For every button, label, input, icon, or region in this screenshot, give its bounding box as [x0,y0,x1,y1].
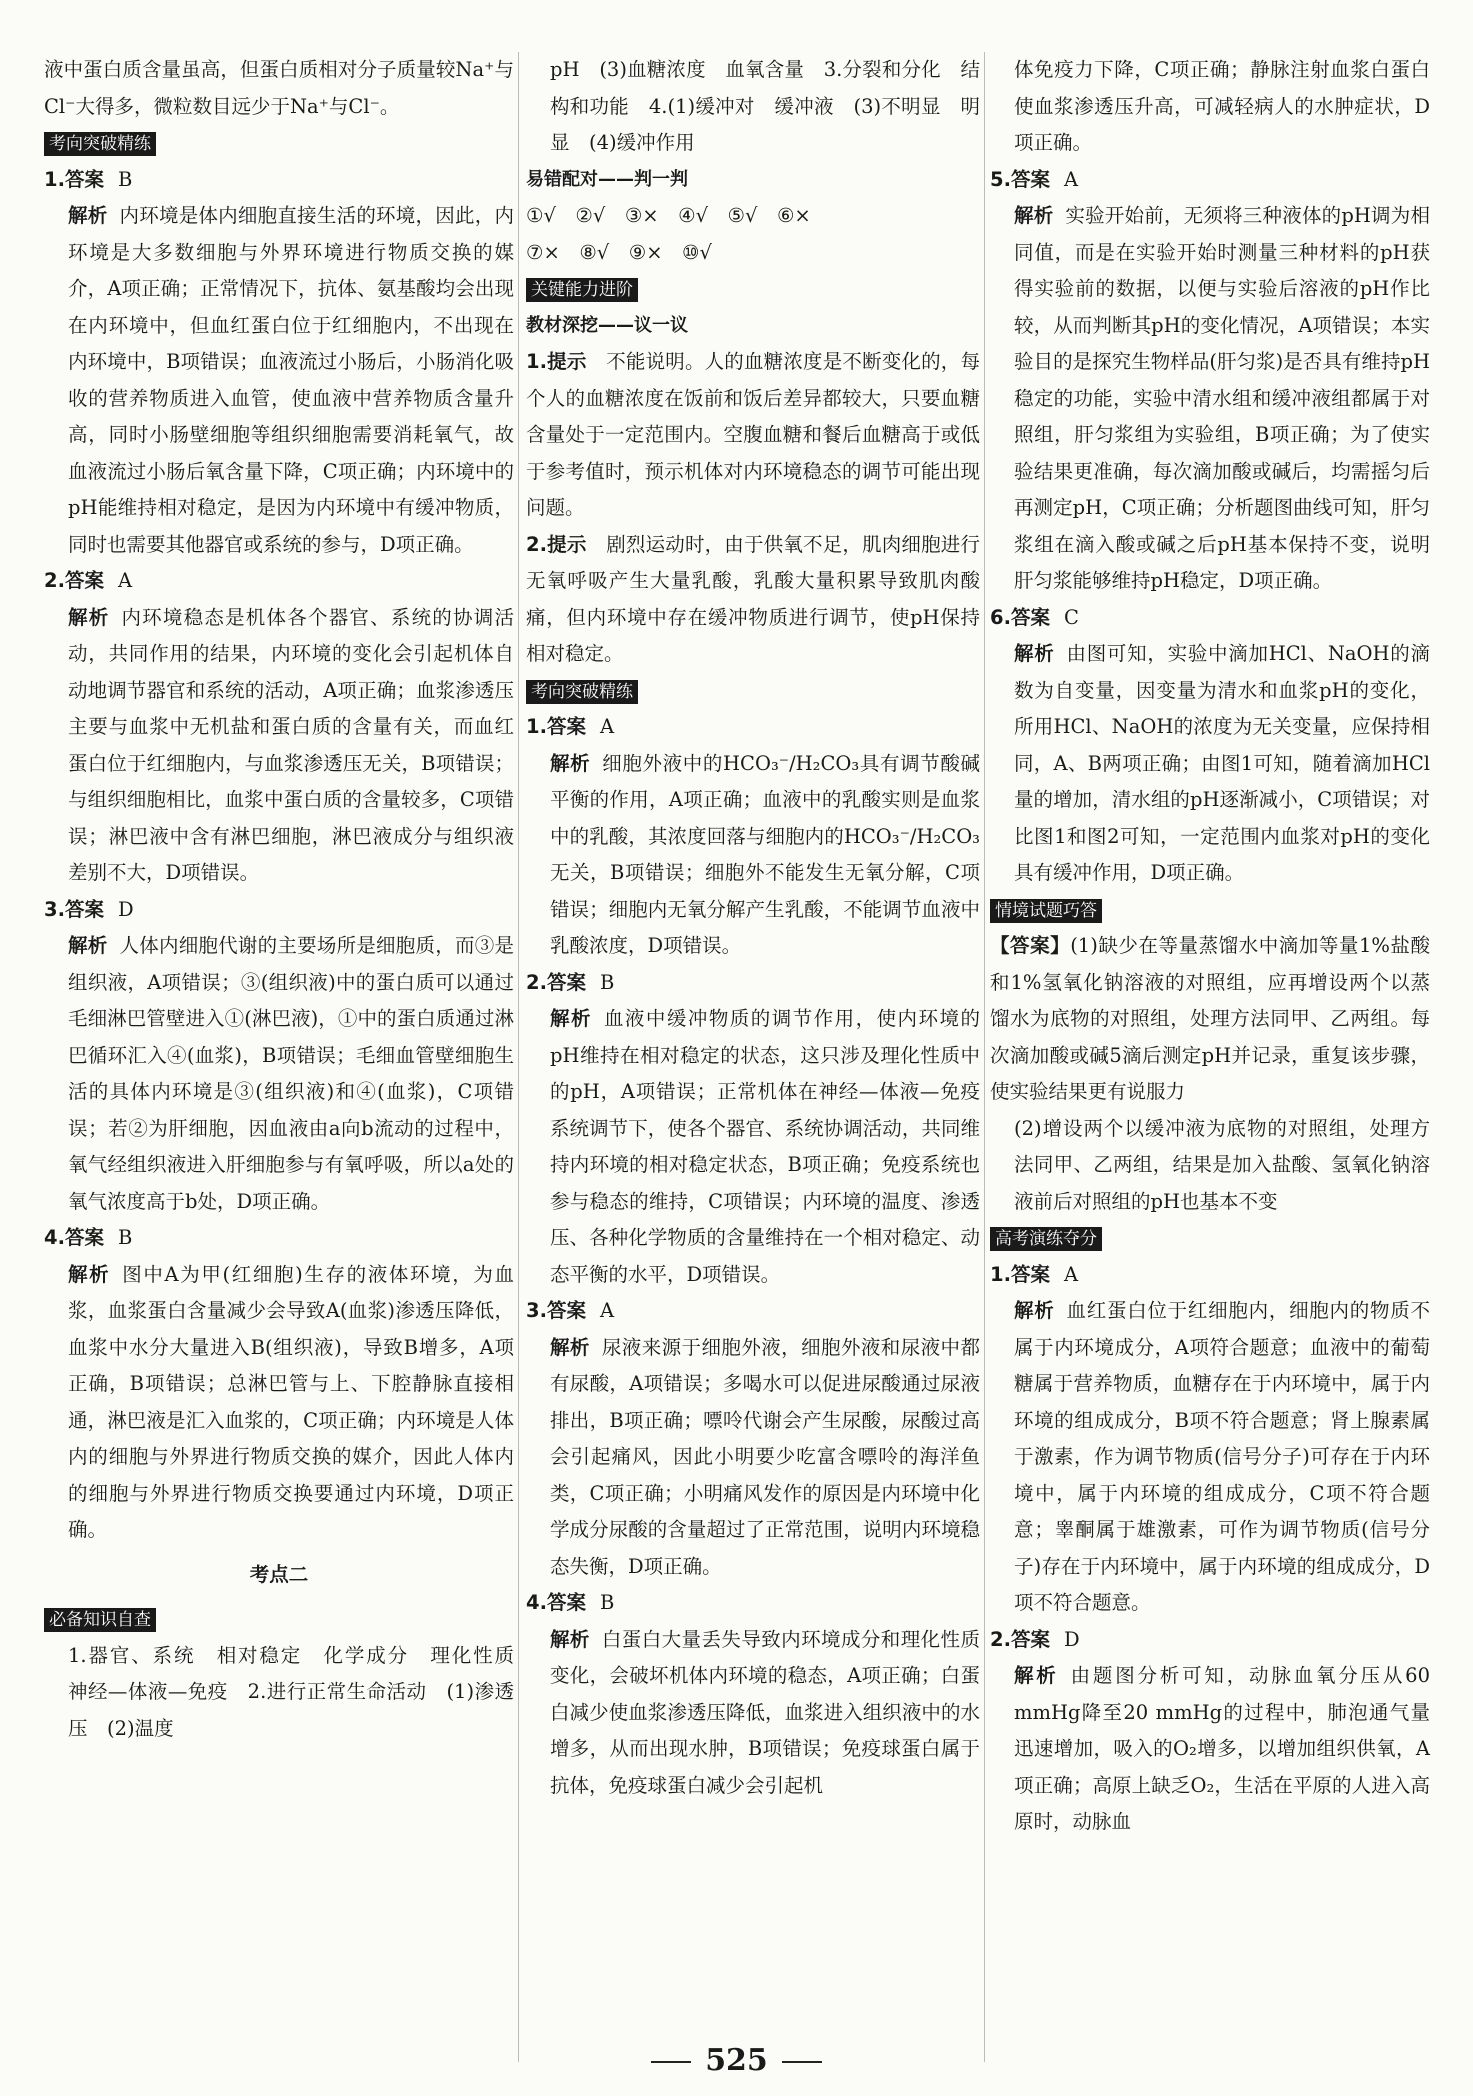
section-tag: 高考演练夺分 [990,1227,1102,1251]
answer-line: 2.答案 B [526,970,615,994]
judge-row: ⑦× ⑧√ ⑨× ⑩√ [526,240,712,264]
answer-line: 6.答案 C [990,605,1079,629]
explanation: 解析 细胞外液中的HCO₃⁻/H₂CO₃具有调节酸碱平衡的作用，A项正确；血液中的乳酸实则是血浆中的乳酸，其浓度回落与细胞内的HCO₃⁻/H₂CO₃无关，B项错误；细胞外不能发生无氧分解，C项错误；细胞内无氧分解产生乳酸，不能调节血液中乳酸浓度，D项错误。 [550,751,980,957]
page-number: 525 [0,2043,1473,2080]
hint-item: 2.提示 剧烈运动时，由于供氧不足，肌肉细胞进行无氧呼吸产生大量乳酸，乳酸大量积累导致肌肉酸痛，但内环境中存在缓冲物质进行调节，使pH保持相对稳定。 [526,532,980,665]
dig-title: 教材深挖——议一议 [526,314,688,336]
judge-title: 易错配对——判一判 [526,168,688,190]
column-2 [526,52,980,1804]
section-tag: 关键能力进阶 [526,278,638,302]
explanation: 解析 白蛋白大量丢失导致内环境成分和理化性质变化，会破坏机体内环境的稳态，A项正确；白蛋白减少使血浆渗透压降低，血浆进入组织液中的水增多，从而出现水肿，B项错误；免疫球蛋白属于抗体，免疫球蛋白减少会引起机 [550,1627,980,1797]
explanation: 解析 由图可知，实验中滴加HCl、NaOH的滴数为自变量，因变量为清水和血浆pH的变化，所用HCl、NaOH的浓度为无关变量，应保持相同，A、B两项正确；由图1可知，随着滴加HCl量的增加，清水组的pH逐渐减小，C项错误；对比图1和图2可知，一定范围内血浆对pH的变化具有缓冲作用，D项正确。 [1014,642,1430,884]
answer-line: 1.答案 B [44,167,133,191]
hint-item: 1.提示 不能说明。人的血糖浓度是不断变化的，每个人的血糖浓度在饭前和饭后差异都较大，只要血糖含量处于一定范围内。空腹血糖和餐后血糖高于或低于参考值时，预示机体对内环境稳态的调节可能出现问题。 [526,350,980,519]
knowledge-text-cont: pH (3)血糖浓度 血氧含量 3.分裂和分化 结构和功能 4.(1)缓冲对 缓冲液 (3)不明显 明显 (4)缓冲作用 [550,58,980,154]
section-tag: 情境试题巧答 [990,899,1102,923]
explanation: 解析 内环境是体内细胞直接生活的环境，因此，内环境是大多数细胞与外界环境进行物质交换的媒介，A项正确；正常情况下，抗体、氨基酸均会出现在内环境中，但血红蛋白位于红细胞内，不出现在内环境中，B项错误；血液流过小肠后，小肠消化吸收的营养物质进入血管，使血液中营养物质含量升高，同时小肠壁细胞等组织细胞需要消耗氧气，故血液流过小肠后氧含量下降，C项正确；内环境中的pH能维持相对稳定，是因为内环境中有缓冲物质，同时也需要其他器官或系统的参与，D项正确。 [68,204,514,556]
answer-line: 2.答案 D [990,1627,1080,1651]
explanation: 解析 尿液来源于细胞外液，细胞外液和尿液中都有尿酸，A项错误；多喝水可以促进尿酸通过尿液排出，B项正确；嘌呤代谢会产生尿酸，尿酸过高会引起痛风，因此小明要少吃富含嘌呤的海洋鱼类，C项正确；小明痛风发作的原因是内环境中化学成分尿酸的含量超过了正常范围，说明内环境稳态失衡，D项正确。 [550,1335,980,1578]
column-divider-2 [984,52,985,2062]
judge-row: ①√ ②√ ③× ④√ ⑤√ ⑥× [526,204,811,227]
column-1 [44,52,534,1747]
column-divider-1 [518,52,519,2062]
explanation: 解析 实验开始前，无须将三种液体的pH调为相同值，而是在实验开始时测量三种材料的pH获得实验前的数据，以便与实验后溶液的pH作比较，从而判断其pH的变化情况，A项错误；本实验目的是探究生物样品(肝匀浆)是否具有维持pH稳定的功能，实验中清水组和缓冲液组都属于对照组，肝匀浆组为实验组，B项正确；为了使实验结果更准确，每次滴加酸或碱后，均需摇匀后再测定pH，C项正确；分析题图曲线可知，肝匀浆组在滴入酸或碱之后pH基本保持不变，说明肝匀浆能够维持pH稳定，D项正确。 [1014,204,1430,592]
knowledge-text: 1.器官、系统 相对稳定 化学成分 理化性质 神经—体液—免疫 2.进行正常生命活动 (1)渗透压 (2)温度 [68,1643,534,1740]
answer-line: 5.答案 A [990,167,1079,191]
answer-line: 4.答案 B [526,1591,615,1614]
footer-dash [782,2061,822,2063]
explanation: 解析 由题图分析可知，动脉血氧分压从60 mmHg降至20 mmHg的过程中，肺泡通气量迅速增加，吸入的O₂增多，以增加组织供氧，A项正确；高原上缺乏O₂，生活在平原的人进入高原时，动脉血 [1014,1664,1430,1833]
explanation: 解析 内环境稳态是机体各个器官、系统的协调活动，共同作用的结果，内环境的变化会引起机体自动地调节器官和系统的活动，A项正确；血浆渗透压主要与血浆中无机盐和蛋白质的含量有关，而血红蛋白位于红细胞内，与血浆渗透压无关，B项错误；与组织细胞相比，血浆中蛋白质的含量较多，C项错误；淋巴液中含有淋巴细胞，淋巴液成分与组织液差别不大，D项错误。 [68,605,514,884]
answer-line: 3.答案 A [526,1299,615,1322]
footer-dash [651,2061,691,2063]
answer-line: 1.答案 A [990,1262,1079,1286]
explanation: 解析 血红蛋白位于红细胞内，细胞内的物质不属于内环境成分，A项符合题意；血液中的葡萄糖属于营养物质，血糖存在于内环境中，属于内环境的组成成分，B项不符合题意；肾上腺素属于激素，作为调节物质(信号分子)可存在于内环境中，属于内环境的组成成分，C项不符合题意；睾酮属于雄激素，可作为调节物质(信号分子)存在于内环境中，属于内环境的组成成分，D项不符合题意。 [1014,1299,1430,1614]
explanation: 解析 图中A为甲(红细胞)生存的液体环境，为血浆，血浆蛋白含量减少会导致A(血浆)渗透压降低，血浆中水分大量进入B(组织液)，导致B增多，A项正确，B项错误；总淋巴管与上、下腔静脉直接相通，淋巴液是汇入血浆的，C项正确；内环境是人体内的细胞与外界进行物质交换的媒介，因此人体内的细胞与外界进行物质交换要通过内环境，D项正确。 [68,1262,514,1541]
answer-line: 4.答案 B [44,1226,133,1249]
explanation: 解析 人体内细胞代谢的主要场所是细胞质，而③是组织液，A项错误；③(组织液)中的蛋白质可以通过毛细淋巴管壁进入①(淋巴液)，①中的蛋白质通过淋巴循环汇入④(血浆)，B项错误；毛细血管壁细胞生活的具体内环境是③(组织液)和④(血浆)，C项错误；若②为肝细胞，因血液由a向b流动的过程中，氧气经组织液进入肝细胞参与有氧呼吸，所以a处的氧气浓度高于b处，D项正确。 [68,934,514,1213]
explanation: 解析 血液中缓冲物质的调节作用，使内环境的pH维持在相对稳定的状态，这只涉及理化性质中的pH，A项错误；正常机体在神经—体液—免疫系统调节下，使各个器官、系统协调活动，共同维持内环境的相对稳定状态，B项正确；免疫系统也参与稳态的维持，C项错误；内环境的温度、渗透压、各种化学物质的含量维持在一个相对稳定、动态平衡的水平，D项错误。 [550,1007,980,1286]
answer-line: 3.答案 D [44,897,134,921]
section-tag: 考向突破精练 [526,680,638,704]
situation-answer-2: (2)增设两个以缓冲液为底物的对照组，处理方法同甲、乙两组，结果是加入盐酸、氢氧化钠溶液前后对照组的pH也基本不变 [1014,1116,1430,1213]
situation-answer: 【答案】(1)缺少在等量蒸馏水中滴加等量1%盐酸和1%氢氧化钠溶液的对照组，应再增设两个以蒸馏水为底物的对照组，处理方法同甲、乙两组。每次滴加酸或碱5滴后测定pH并记录，重复该步骤，使实验结果更有说服力 [990,934,1430,1103]
answer-line: 1.答案 A [526,715,615,738]
continued-text: 体免疫力下降，C项正确；静脉注射血浆白蛋白使血浆渗透压升高，可减轻病人的水肿症状，D项正确。 [1014,58,1430,154]
point-title: 考点二 [249,1562,309,1586]
column-3 [990,52,1430,1841]
section-tag: 必备知识自查 [44,1608,156,1632]
answer-line: 2.答案 A [44,569,133,592]
section-tag: 考向突破精练 [44,132,156,156]
intro-text: 液中蛋白质含量虽高，但蛋白质相对分子质量较Na⁺与Cl⁻大得多，微粒数目远少于Na⁺与Cl⁻。 [44,58,514,118]
